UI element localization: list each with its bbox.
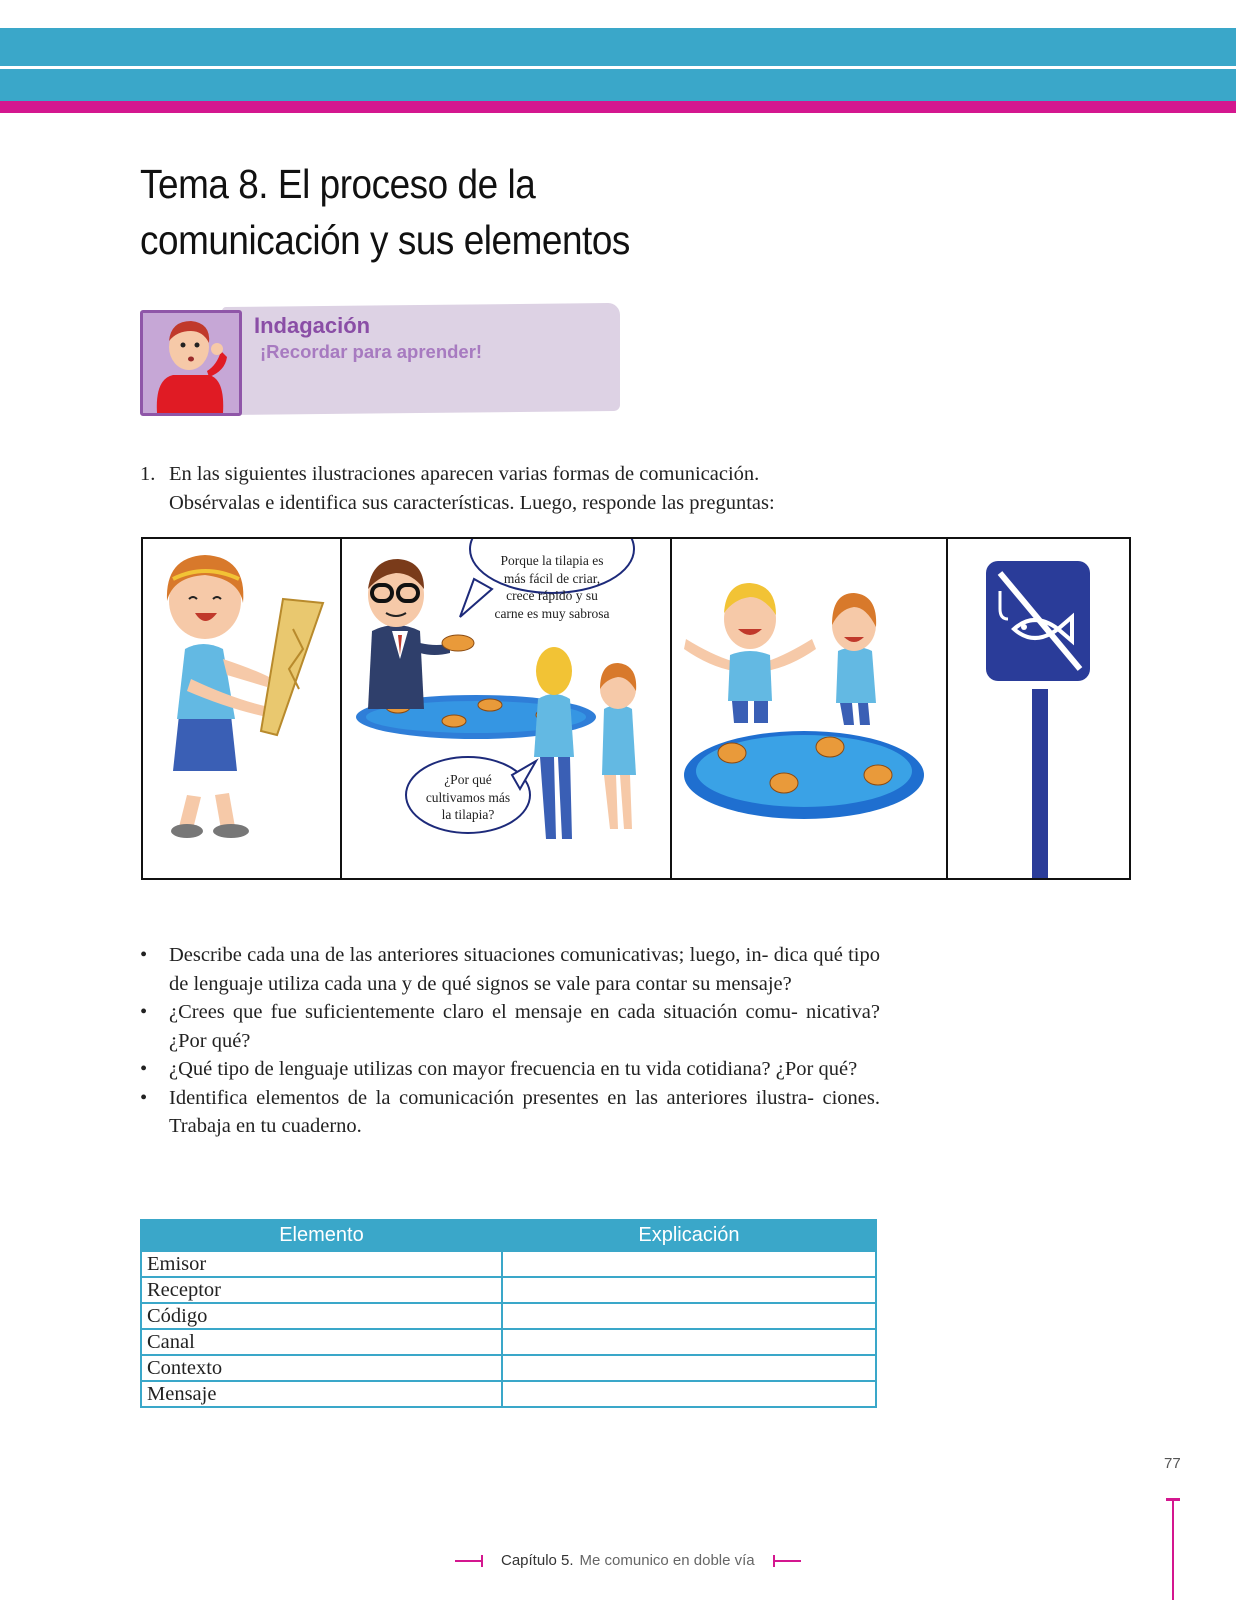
page-footer bbox=[455, 1552, 801, 1569]
footer-arrow-right-icon bbox=[773, 1555, 801, 1567]
table-row bbox=[141, 1355, 876, 1381]
teacher-speech-line: crece rápido y su bbox=[506, 588, 598, 603]
question-list bbox=[140, 941, 880, 1141]
table-row bbox=[141, 1381, 876, 1407]
question-line: Describe cada una de las anteriores situaciones comunicativas; luego, in- bbox=[169, 944, 769, 966]
illustration-strip bbox=[141, 537, 1131, 880]
illustration-children-pond bbox=[672, 539, 946, 878]
illustration-teacher-pond bbox=[342, 539, 670, 878]
instruction-line-2: Obsérvalas e identifica sus características. Luego, responde las preguntas: bbox=[169, 492, 775, 514]
instruction-number: 1. bbox=[140, 463, 156, 485]
no-fishing-sign-icon bbox=[948, 539, 1129, 878]
communication-elements-table bbox=[140, 1219, 877, 1408]
table-cell-elemento: Mensaje bbox=[141, 1381, 502, 1407]
child-speech-line: ¿Por qué bbox=[444, 772, 492, 787]
question-item bbox=[140, 1055, 880, 1084]
table-cell-explicacion[interactable] bbox=[502, 1329, 876, 1355]
page-number: 77 bbox=[1164, 1455, 1181, 1472]
question-line: ¿Por qué? bbox=[775, 1058, 858, 1080]
page-title bbox=[140, 156, 824, 268]
child-speech-line: la tilapia? bbox=[441, 807, 495, 822]
bullet-icon: • bbox=[140, 1001, 148, 1023]
child-speech-line: cultivamos más bbox=[425, 789, 511, 805]
table-cell-explicacion[interactable] bbox=[502, 1251, 876, 1277]
teacher-speech-line: carne es muy sabrosa bbox=[494, 605, 610, 621]
table-row bbox=[141, 1329, 876, 1355]
teacher-speech-bubble bbox=[484, 552, 620, 622]
illustration-girl-with-map bbox=[143, 539, 340, 878]
table-row bbox=[141, 1251, 876, 1277]
indagacion-subtitle: ¡Recordar para aprender! bbox=[260, 341, 483, 362]
table-row bbox=[141, 1277, 876, 1303]
teacher-speech-line: más fácil de criar, bbox=[503, 570, 601, 586]
question-line: ¿Crees que fue suficientemente claro el mensaje en cada situación comu- bbox=[169, 1001, 798, 1023]
question-line: Identifica elementos de la comunicación presentes en las anteriores ilustra- bbox=[169, 1086, 814, 1109]
question-line: ¿Qué tipo de lenguaje utilizas con mayor frecuencia en tu vida cotidiana? bbox=[169, 1058, 771, 1080]
thinking-boy-icon bbox=[140, 310, 242, 416]
indagacion-title: Indagación bbox=[254, 313, 371, 338]
header-band-bottom bbox=[0, 69, 1236, 101]
table-cell-elemento: Canal bbox=[141, 1329, 502, 1355]
page-title-line-1: Tema 8. El proceso de la bbox=[140, 161, 536, 207]
bullet-icon: • bbox=[140, 1058, 148, 1080]
table-header-explicacion: Explicación bbox=[502, 1220, 876, 1251]
table-row bbox=[141, 1303, 876, 1329]
question-line: nicativa? ¿Por qué? bbox=[169, 1001, 880, 1052]
header-band-top bbox=[0, 28, 1236, 66]
question-line: contar su mensaje? bbox=[635, 972, 792, 995]
table-cell-elemento: Receptor bbox=[141, 1277, 502, 1303]
instruction-text bbox=[169, 460, 889, 518]
table-cell-explicacion[interactable] bbox=[502, 1303, 876, 1329]
footer-arrow-left-icon bbox=[455, 1555, 483, 1567]
header-accent-stripe bbox=[0, 101, 1236, 113]
footer-chapter-title: Me comunico en doble vía bbox=[579, 1552, 755, 1569]
table-cell-elemento: Código bbox=[141, 1303, 502, 1329]
question-line: dica qué tipo de lenguaje utiliza cada una y de qué signos se vale para bbox=[169, 944, 880, 995]
bullet-icon: • bbox=[140, 1086, 148, 1109]
child-speech-bubble bbox=[408, 771, 528, 824]
table-cell-explicacion[interactable] bbox=[502, 1381, 876, 1407]
margin-marker-line bbox=[1172, 1498, 1174, 1600]
teacher-speech-line: Porque la tilapia es bbox=[500, 553, 604, 568]
table-cell-explicacion[interactable] bbox=[502, 1277, 876, 1303]
question-item bbox=[140, 998, 880, 1055]
question-item bbox=[140, 1084, 880, 1141]
page-title-line-2: comunicación y sus elementos bbox=[140, 217, 630, 263]
table-cell-elemento: Emisor bbox=[141, 1251, 502, 1277]
table-header-elemento: Elemento bbox=[141, 1220, 502, 1251]
table-header-row bbox=[141, 1220, 876, 1251]
question-line: ciones. Trabaja en tu cuaderno. bbox=[169, 1086, 880, 1137]
instruction-line-1: En las siguientes ilustraciones aparecen varias formas de comunicación. bbox=[169, 463, 760, 485]
question-item bbox=[140, 941, 880, 998]
bullet-icon: • bbox=[140, 944, 148, 966]
table-cell-elemento: Contexto bbox=[141, 1355, 502, 1381]
footer-chapter: Capítulo 5. bbox=[501, 1552, 574, 1569]
table-cell-explicacion[interactable] bbox=[502, 1355, 876, 1381]
